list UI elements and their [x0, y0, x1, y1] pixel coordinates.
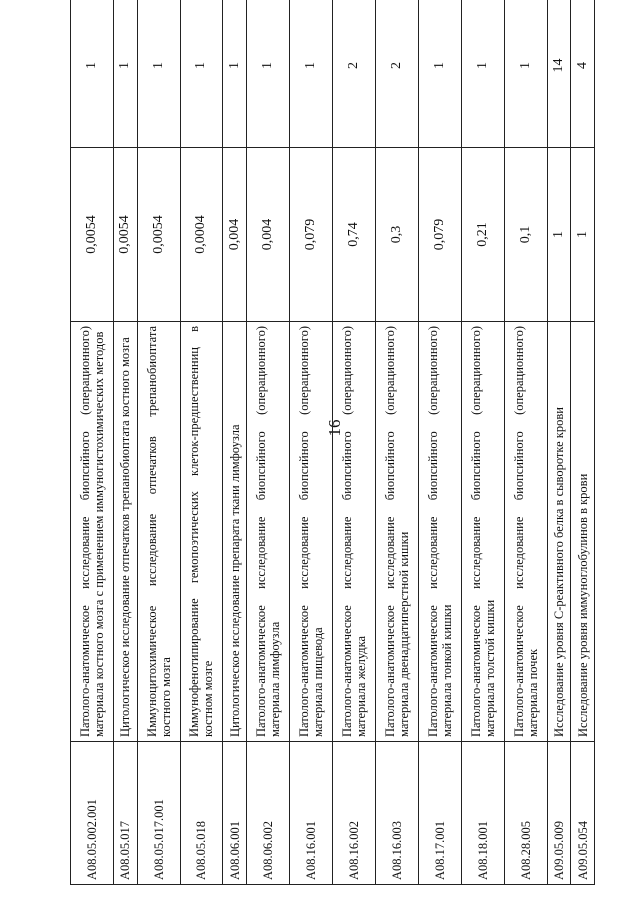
- service-code: A08.05.017.001: [137, 742, 180, 885]
- table-row: [461, 0, 504, 885]
- table-row: [375, 0, 418, 885]
- service-name: Иммунофенотипирование гемопоэтических клеток-предшественниц в костном мозге: [180, 322, 223, 742]
- multiplicity-value: 1: [180, 0, 223, 148]
- multiplicity-value: 1: [461, 0, 504, 148]
- service-name: Патолого-анатомическое исследование биопсийного (операционного) материала лимфоузла: [247, 322, 290, 742]
- service-code: A08.28.005: [504, 742, 547, 885]
- service-name: Патолого-анатомическое исследование биопсийного (операционного) материала двенадцатиперстной кишки: [375, 322, 418, 742]
- frequency-value: 0,21: [461, 148, 504, 322]
- table-row: [180, 0, 223, 885]
- service-name: Цитологическое исследование отпечатков трепанобиоптата костного мозга: [113, 322, 137, 742]
- service-code: A08.06.001: [223, 742, 247, 885]
- table-row: [547, 0, 571, 885]
- services-table-frame: [70, 20, 595, 885]
- service-name: Патолого-анатомическое исследование биопсийного (операционного) материала тонкой кишки: [418, 322, 461, 742]
- table-row: [137, 0, 180, 885]
- multiplicity-value: 1: [137, 0, 180, 148]
- service-code: A08.05.018: [180, 742, 223, 885]
- service-name: Исследование уровня С-реактивного белка в сыворотке крови: [547, 322, 571, 742]
- rotated-table-container: [70, 20, 595, 885]
- table-row: [113, 0, 137, 885]
- frequency-value: 0,0054: [71, 148, 114, 322]
- service-code: A08.16.003: [375, 742, 418, 885]
- service-name: Иммуноцитохимическое исследование отпечатков трепанобиоптата костного мозга: [137, 322, 180, 742]
- service-code: A08.18.001: [461, 742, 504, 885]
- table-row: [71, 0, 114, 885]
- multiplicity-value: 1: [504, 0, 547, 148]
- service-name: Патолого-анатомическое исследование биопсийного (операционного) материала костного мозга с применением иммуногистохимических методов: [71, 322, 114, 742]
- multiplicity-value: 1: [223, 0, 247, 148]
- table-row: [418, 0, 461, 885]
- table-row: [571, 0, 595, 885]
- frequency-value: 1: [547, 148, 571, 322]
- frequency-value: 0,0054: [137, 148, 180, 322]
- service-code: A08.06.002: [247, 742, 290, 885]
- service-code: A08.16.001: [290, 742, 333, 885]
- frequency-value: 0,74: [332, 148, 375, 322]
- service-code: A09.05.054: [571, 742, 595, 885]
- multiplicity-value: 2: [375, 0, 418, 148]
- multiplicity-value: 14: [547, 0, 571, 148]
- service-code: A08.05.002.001: [71, 742, 114, 885]
- table-row: [290, 0, 333, 885]
- service-name: Патолого-анатомическое исследование биопсийного (операционного) материала пищевода: [290, 322, 333, 742]
- table-row: [504, 0, 547, 885]
- page-number: 16: [325, 419, 344, 437]
- frequency-value: 0,0054: [113, 148, 137, 322]
- frequency-value: 0,079: [418, 148, 461, 322]
- service-name: Цитологическое исследование препарата ткани лимфоузла: [223, 322, 247, 742]
- service-code: A08.16.002: [332, 742, 375, 885]
- multiplicity-value: 1: [247, 0, 290, 148]
- services-table-body: [71, 0, 595, 885]
- table-row: [332, 0, 375, 885]
- table-row: [223, 0, 247, 885]
- services-table: [70, 0, 595, 885]
- table-row: [247, 0, 290, 885]
- service-code: A09.05.009: [547, 742, 571, 885]
- service-name: Исследование уровня иммуноглобулинов в крови: [571, 322, 595, 742]
- service-name: Патолого-анатомическое исследование биопсийного (операционного) материала толстой кишки: [461, 322, 504, 742]
- frequency-value: 0,004: [247, 148, 290, 322]
- multiplicity-value: 4: [571, 0, 595, 148]
- multiplicity-value: 1: [418, 0, 461, 148]
- multiplicity-value: 1: [113, 0, 137, 148]
- multiplicity-value: 2: [332, 0, 375, 148]
- frequency-value: 0,0004: [180, 148, 223, 322]
- frequency-value: 0,3: [375, 148, 418, 322]
- service-code: A08.17.001: [418, 742, 461, 885]
- multiplicity-value: 1: [71, 0, 114, 148]
- service-name: Патолого-анатомическое исследование биопсийного (операционного) материала почек: [504, 322, 547, 742]
- frequency-value: 0,004: [223, 148, 247, 322]
- service-name: Патолого-анатомическое исследование биопсийного (операционного) материала желудка: [332, 322, 375, 742]
- frequency-value: 0,079: [290, 148, 333, 322]
- frequency-value: 0,1: [504, 148, 547, 322]
- service-code: A08.05.017: [113, 742, 137, 885]
- multiplicity-value: 1: [290, 0, 333, 148]
- frequency-value: 1: [571, 148, 595, 322]
